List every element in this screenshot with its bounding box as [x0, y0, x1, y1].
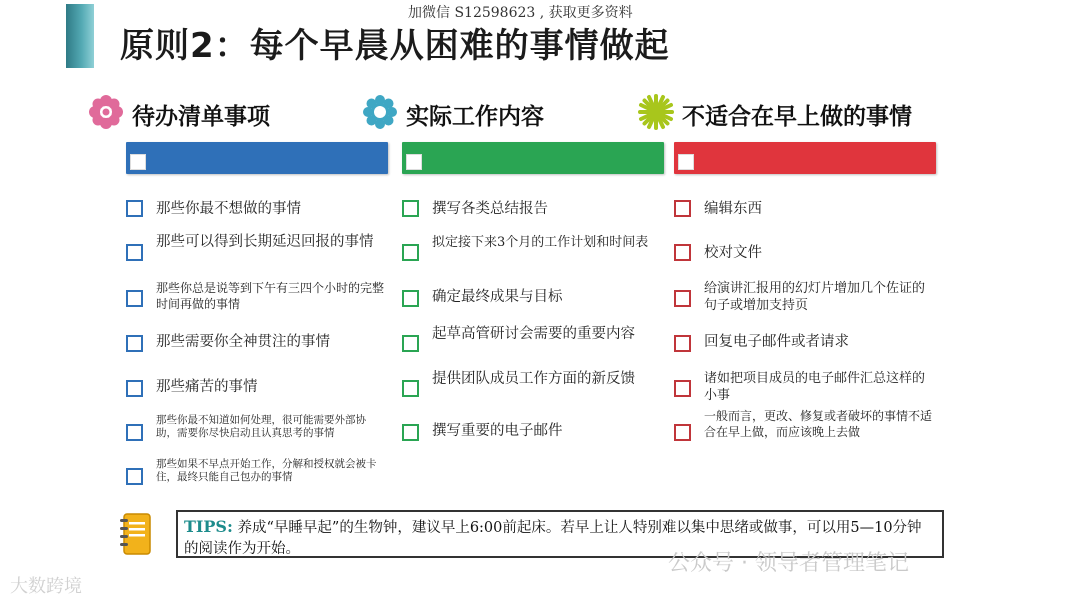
checkbox[interactable]: [674, 380, 691, 397]
checkbox[interactable]: [402, 290, 419, 307]
item-text: 提供团队成员工作方面的新反馈: [432, 371, 635, 387]
column-title: 不适合在早上做的事情: [682, 104, 912, 130]
watermark-wechat: 公众号 · 领导者管理笔记: [668, 551, 909, 576]
column-todo: [88, 92, 385, 483]
item-text: 那些你最不知道如何处理，很可能需要外部协助，需要你尽快启动且认真思考的事情: [156, 414, 366, 439]
item-text: 一般而言，更改、修复或者破坏的事情不适合在早上做，而应该晚上去做: [704, 409, 933, 439]
checkbox[interactable]: [402, 200, 419, 217]
column-header: [88, 92, 358, 138]
checkbox[interactable]: [674, 290, 691, 307]
item-text: 回复电子邮件或者请求: [704, 334, 849, 350]
item-text: 编辑东西: [704, 201, 762, 217]
item-text: 撰写重要的电子邮件: [432, 423, 563, 439]
checkbox[interactable]: [674, 200, 691, 217]
column-title: 待办清单事项: [132, 104, 270, 130]
bar-checkbox: [406, 154, 422, 170]
item-text: 那些你总是说等到下午有三四个小时的完整时间再做的事情: [156, 281, 385, 311]
tips-label: TIPS:: [184, 517, 233, 536]
column-actual-work: [362, 92, 649, 439]
column-header: [362, 92, 632, 138]
column-color-bar: [402, 142, 664, 174]
checkbox[interactable]: [126, 468, 143, 485]
bar-checkbox: [130, 154, 146, 170]
checkbox[interactable]: [126, 244, 143, 261]
item-text: 诸如把项目成员的电子邮件汇总这样的小事: [704, 371, 926, 403]
column-color-bar: [126, 142, 388, 174]
item-text: 给演讲汇报用的幻灯片增加几个佐证的句子或增加支持页: [704, 281, 926, 313]
item-text: 起草高管研讨会需要的重要内容: [432, 326, 635, 342]
column-color-bar: [674, 142, 936, 174]
item-text: 那些如果不早点开始工作，分解和授权就会被卡住，最终只能自己包办的事情: [156, 458, 377, 483]
watermark-brand: 大数跨境: [10, 576, 82, 597]
checkbox[interactable]: [126, 335, 143, 352]
checkbox[interactable]: [126, 380, 143, 397]
checkbox[interactable]: [402, 380, 419, 397]
item-text: 那些需要你全神贯注的事情: [156, 334, 330, 350]
item-text: 校对文件: [704, 245, 762, 261]
item-text: 拟定接下来3个月的工作计划和时间表: [432, 235, 649, 250]
notebook-icon: [118, 512, 152, 556]
item-text: 那些你最不想做的事情: [156, 201, 301, 217]
checkbox[interactable]: [402, 244, 419, 261]
pink-flower-icon: [88, 94, 124, 130]
checkbox[interactable]: [674, 424, 691, 441]
checkbox[interactable]: [126, 290, 143, 307]
checkbox[interactable]: [674, 244, 691, 261]
item-text: 那些痛苦的事情: [156, 379, 258, 395]
green-sun-icon: [638, 94, 674, 130]
checkbox[interactable]: [674, 335, 691, 352]
checkbox[interactable]: [402, 335, 419, 352]
bar-checkbox: [678, 154, 694, 170]
checkbox[interactable]: [126, 200, 143, 217]
item-text: 确定最终成果与目标: [432, 289, 563, 305]
tips-text: 养成“早睡早起”的生物钟，建议早上6:00前起床。若早上让人特别难以集中思绪或做事，可以用5—10分钟的阅读作为开始。: [184, 520, 922, 557]
item-text: 撰写各类总结报告: [432, 201, 548, 217]
item-text: 那些可以得到长期延迟回报的事情: [156, 234, 374, 250]
top-note: 加微信 S12598623 , 获取更多资料: [408, 5, 633, 21]
page-title: 原则2：每个早晨从困难的事情做起: [120, 26, 670, 66]
column-not-morning: [638, 92, 933, 439]
title-accent-bar: [66, 4, 94, 68]
checkbox[interactable]: [126, 424, 143, 441]
column-header: [638, 92, 912, 138]
teal-flower-icon: [362, 94, 398, 130]
column-title: 实际工作内容: [406, 104, 544, 130]
checkbox[interactable]: [402, 424, 419, 441]
